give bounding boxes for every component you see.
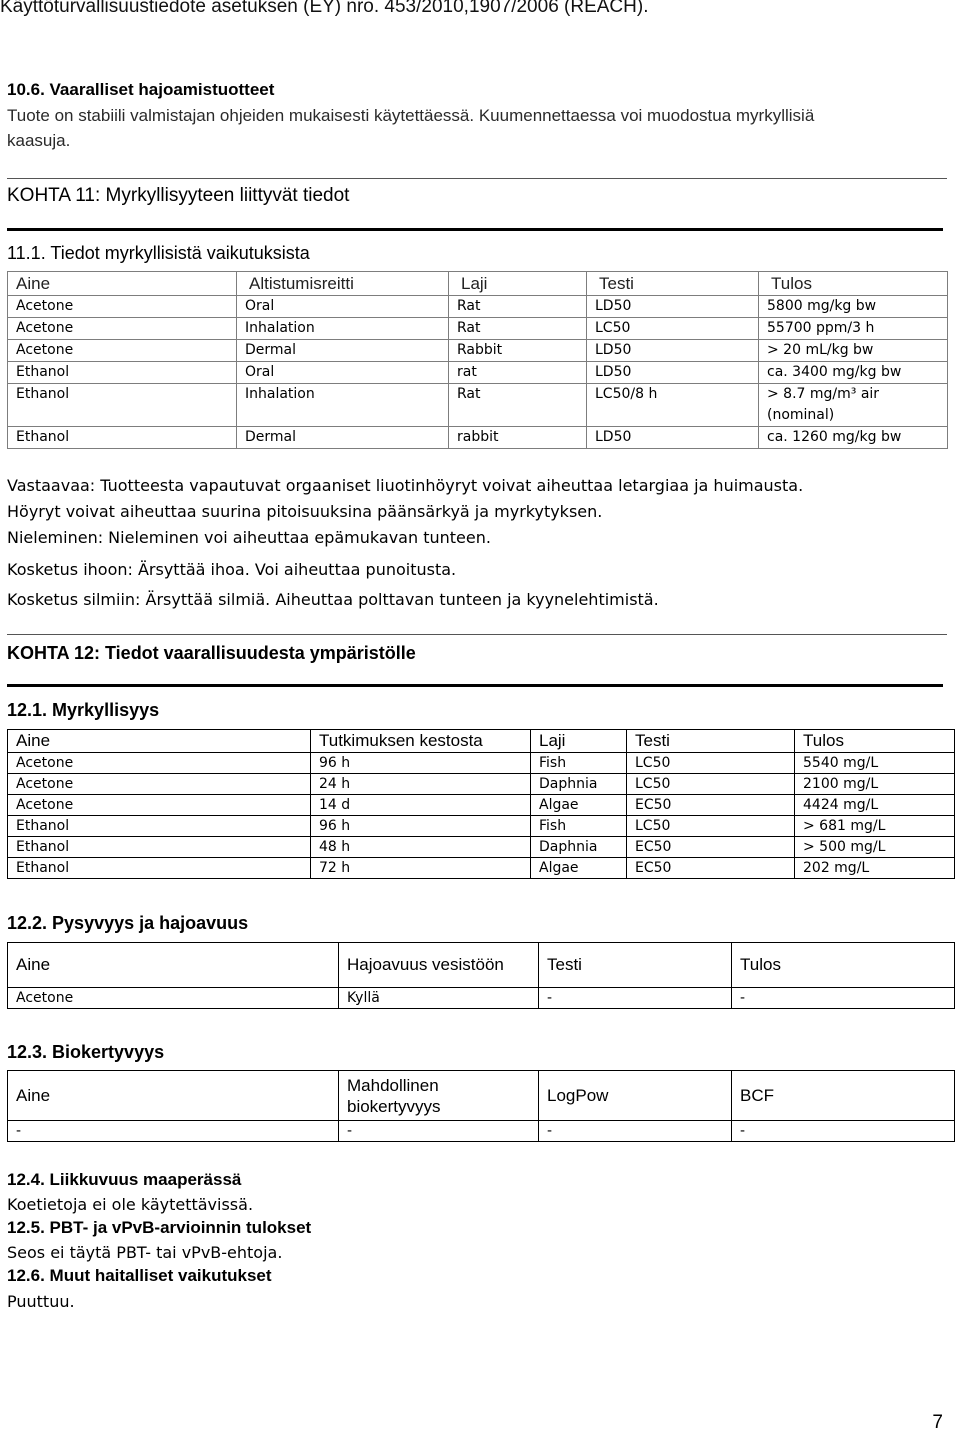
cell: 2100 mg/L	[795, 774, 955, 795]
cell: LC50	[627, 816, 795, 837]
cell: > 500 mg/L	[795, 837, 955, 858]
section-12-4-text: Koetietoja ei ole käytettävissä.	[7, 1195, 254, 1214]
cell: LD50	[587, 340, 759, 362]
table-header-row	[8, 1071, 955, 1121]
table-header-row	[8, 730, 955, 753]
section-11-heading: KOHTA 11: Myrkyllisyyteen liittyvät tiedot	[7, 185, 350, 206]
cell: LD50	[587, 296, 759, 318]
cell: Rat	[449, 296, 587, 318]
table-header-row	[8, 943, 955, 988]
note-line: Kosketus silmiin: Ärsyttää silmiä. Aiheuttaa polttavan tunteen ja kyynelehtimistä.	[7, 590, 659, 609]
cell: Algae	[531, 858, 627, 879]
table-row	[8, 296, 948, 318]
column-header: Laji	[531, 730, 627, 753]
cell: Oral	[237, 296, 449, 318]
table-row	[8, 858, 955, 879]
cell: Ethanol	[8, 858, 311, 879]
cell: 72 h	[311, 858, 531, 879]
section-12-5-text: Seos ei täytä PBT- tai vPvB-ehtoja.	[7, 1243, 283, 1262]
note-line: Nieleminen: Nieleminen voi aiheuttaa epämukavan tunteen.	[7, 528, 491, 547]
cell: Fish	[531, 753, 627, 774]
table-row	[8, 774, 955, 795]
section-12-6-title: 12.6. Muut haitalliset vaikutukset	[7, 1266, 272, 1285]
degradability-table	[7, 942, 955, 1009]
cell: Acetone	[8, 774, 311, 795]
cell: Inhalation	[237, 318, 449, 340]
cell: 4424 mg/L	[795, 795, 955, 816]
cell: LC50	[587, 318, 759, 340]
divider	[7, 634, 947, 635]
cell: 202 mg/L	[795, 858, 955, 879]
table-row	[8, 362, 948, 384]
cell: 24 h	[311, 774, 531, 795]
cell-value: > 8.7 mg/m³ air	[767, 386, 880, 402]
cell: ca. 3400 mg/kg bw	[759, 362, 948, 384]
cell: 5540 mg/L	[795, 753, 955, 774]
cell: Rabbit	[449, 340, 587, 362]
bioaccumulation-table	[7, 1070, 955, 1142]
table-row	[8, 384, 948, 427]
section-12-6-text: Puuttuu.	[7, 1292, 75, 1311]
cell: LC50	[627, 753, 795, 774]
cell	[759, 384, 948, 427]
column-header: Hajoavuus vesistöön	[339, 943, 539, 988]
cell: -	[8, 1121, 339, 1142]
cell: LD50	[587, 427, 759, 449]
cell: Rat	[449, 318, 587, 340]
cell: Dermal	[237, 427, 449, 449]
column-header: Testi	[627, 730, 795, 753]
cell: Acetone	[8, 340, 237, 362]
cell: Ethanol	[8, 384, 237, 427]
cell: Ethanol	[8, 427, 237, 449]
cell: EC50	[627, 837, 795, 858]
cell: Acetone	[8, 795, 311, 816]
cell: EC50	[627, 858, 795, 879]
cell: 48 h	[311, 837, 531, 858]
column-header: Tulos	[795, 730, 955, 753]
cell: Inhalation	[237, 384, 449, 427]
cell: -	[539, 988, 732, 1009]
cell: Fish	[531, 816, 627, 837]
section-12-2-title: 12.2. Pysyvyys ja hajoavuus	[7, 913, 249, 933]
column-header: Aine	[8, 730, 311, 753]
cell: Dermal	[237, 340, 449, 362]
ecotoxicity-table	[7, 729, 955, 879]
column-header-line1: Mahdollinen	[347, 1075, 439, 1095]
section-12-4-title: 12.4. Liikkuvuus maaperässä	[7, 1170, 242, 1189]
table-row	[8, 340, 948, 362]
column-header: Aine	[8, 943, 339, 988]
toxicity-table	[7, 271, 948, 449]
column-header: Tulos	[732, 943, 955, 988]
section-10-6-text-line2: kaasuja.	[7, 131, 71, 150]
divider	[7, 178, 947, 179]
section-12-1-title: 12.1. Myrkyllisyys	[7, 700, 160, 720]
table-row	[8, 753, 955, 774]
section-10-6-text-line1: Tuote on stabiili valmistajan ohjeiden mukaisesti käytettäessä. Kuumennettaessa voi muodostua myrkyllisiä	[7, 106, 815, 125]
cell: Acetone	[8, 753, 311, 774]
cell: 14 d	[311, 795, 531, 816]
table-row	[8, 837, 955, 858]
cell: Acetone	[8, 318, 237, 340]
cell: LD50	[587, 362, 759, 384]
table-row	[8, 795, 955, 816]
column-header: Testi	[539, 943, 732, 988]
cell: -	[732, 988, 955, 1009]
cell: Algae	[531, 795, 627, 816]
heavy-divider	[7, 684, 943, 687]
heavy-divider	[7, 228, 943, 231]
section-10-6-title: 10.6. Vaaralliset hajoamistuotteet	[7, 80, 275, 99]
cell: -	[339, 1121, 539, 1142]
cell-value-extra: (nominal)	[767, 407, 835, 423]
note-line: Höyryt voivat aiheuttaa suurina pitoisuuksina päänsärkyä ja myrkytyksen.	[7, 502, 603, 521]
note-line: Vastaavaa: Tuotteesta vapautuvat orgaaniset liuotinhöyryt voivat aiheuttaa letargiaa ja huimausta.	[7, 476, 804, 495]
column-header: Tutkimuksen kestosta	[311, 730, 531, 753]
cell: Ethanol	[8, 816, 311, 837]
table-row	[8, 816, 955, 837]
cell: -	[732, 1121, 955, 1142]
column-header: BCF	[732, 1071, 955, 1121]
section-12-5-title: 12.5. PBT- ja vPvB-arvioinnin tulokset	[7, 1218, 312, 1237]
cell: Acetone	[8, 988, 339, 1009]
cell: 96 h	[311, 816, 531, 837]
cell: LC50	[627, 774, 795, 795]
column-header: LogPow	[539, 1071, 732, 1121]
cell: Acetone	[8, 296, 237, 318]
cell: 5800 mg/kg bw	[759, 296, 948, 318]
column-header: Tulos	[759, 272, 948, 296]
cell: -	[539, 1121, 732, 1142]
column-header: Aine	[8, 1071, 339, 1121]
page-number: 7	[932, 1412, 943, 1433]
cell: rat	[449, 362, 587, 384]
section-11-1-title: 11.1. Tiedot myrkyllisistä vaikutuksista	[7, 243, 310, 263]
table-row	[8, 1121, 955, 1142]
table-row	[8, 427, 948, 449]
column-header: Aine	[8, 272, 237, 296]
column-header	[339, 1071, 539, 1121]
cell: Daphnia	[531, 774, 627, 795]
cell: ca. 1260 mg/kg bw	[759, 427, 948, 449]
note-line: Kosketus ihoon: Ärsyttää ihoa. Voi aiheuttaa punoitusta.	[7, 560, 457, 579]
column-header-line2: biokertyvyys	[347, 1096, 441, 1116]
cell: EC50	[627, 795, 795, 816]
table-header-row	[8, 272, 948, 296]
cell: Rat	[449, 384, 587, 427]
table-row	[8, 318, 948, 340]
cell: Ethanol	[8, 362, 237, 384]
cell: 96 h	[311, 753, 531, 774]
cell: 55700 ppm/3 h	[759, 318, 948, 340]
column-header: Altistumisreitti	[237, 272, 449, 296]
document-header: Käyttöturvallisuustiedote asetuksen (EY) nro. 453/2010,1907/2006 (REACH).	[0, 0, 649, 17]
table-row	[8, 988, 955, 1009]
section-12-3-title: 12.3. Biokertyvyys	[7, 1042, 165, 1062]
cell: LC50/8 h	[587, 384, 759, 427]
cell: Ethanol	[8, 837, 311, 858]
column-header: Laji	[449, 272, 587, 296]
cell: Oral	[237, 362, 449, 384]
cell: rabbit	[449, 427, 587, 449]
cell: > 20 mL/kg bw	[759, 340, 948, 362]
cell: Kyllä	[339, 988, 539, 1009]
cell: Daphnia	[531, 837, 627, 858]
cell: > 681 mg/L	[795, 816, 955, 837]
section-12-heading: KOHTA 12: Tiedot vaarallisuudesta ympäristölle	[7, 643, 416, 663]
column-header: Testi	[587, 272, 759, 296]
